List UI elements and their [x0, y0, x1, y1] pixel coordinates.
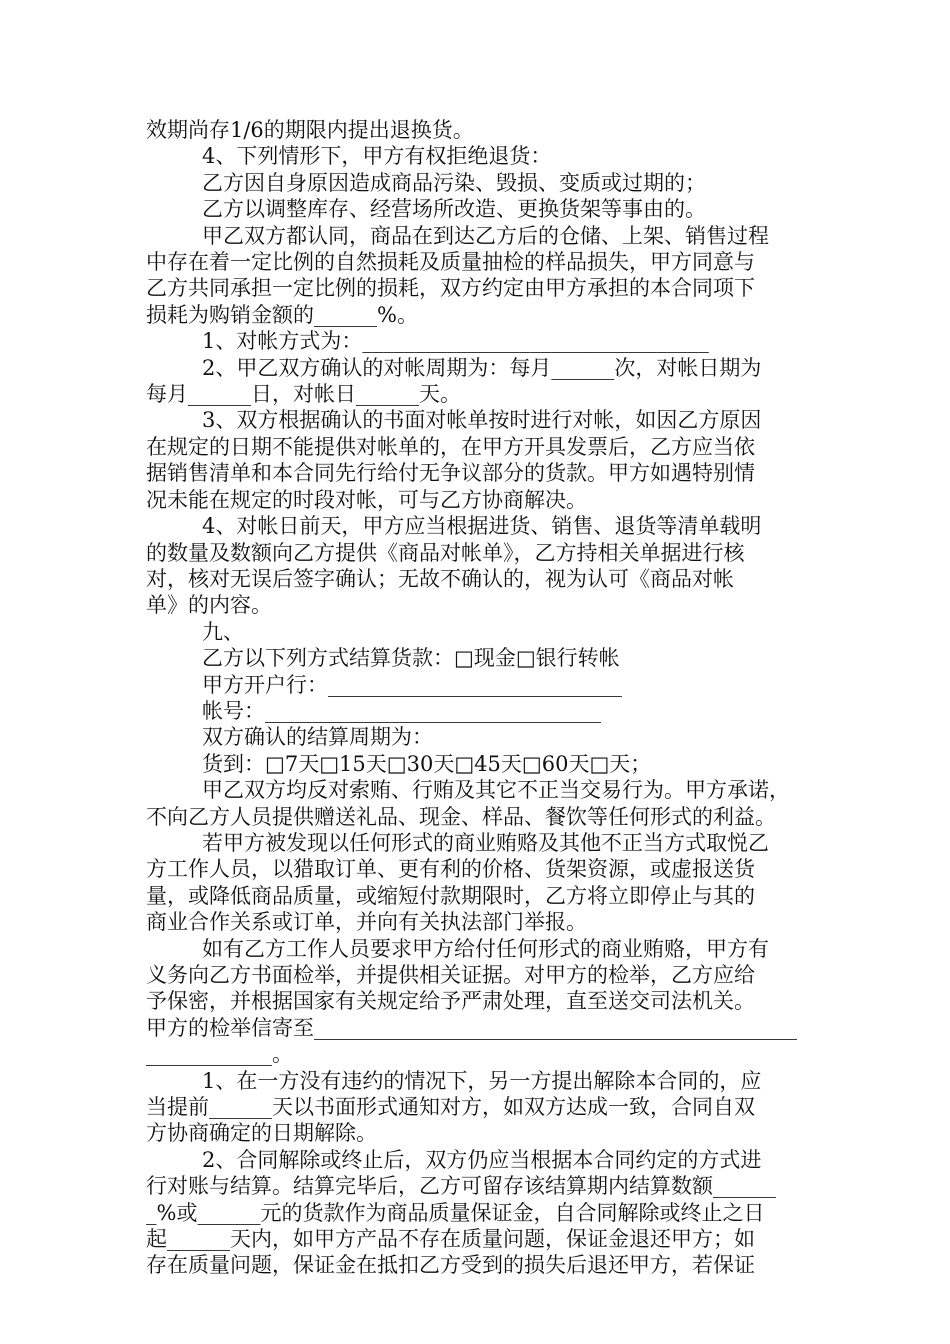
text-line: 对，核对无误后签字确认；无故不确认的，视为认可《商品对帐	[146, 566, 734, 591]
text-line: 单》的内容。	[146, 593, 272, 618]
text-line: 商业合作关系或订单，并向有关执法部门举报。	[146, 910, 587, 935]
text-line: 起______天内，如甲方产品不存在质量问题，保证金退还甲方；如	[146, 1227, 755, 1252]
text-line: ____________。	[146, 1042, 293, 1067]
text-line: 不向乙方人员提供赠送礼品、现金、样品、餐饮等任何形式的利益。	[146, 804, 776, 829]
document-body	[146, 117, 810, 1279]
text-line: 乙方共同承担一定比例的损耗，双方约定由甲方承担的本合同项下	[146, 276, 755, 301]
text-line: 甲乙双方都认同，商品在到达乙方后的仓储、上架、销售过程	[202, 223, 769, 248]
text-line: 乙方因自身原因造成商品污染、毁损、变质或过期的；	[202, 170, 706, 195]
text-line: 若甲方被发现以任何形式的商业贿赂及其他不正当方式取悦乙	[202, 830, 769, 855]
text-line: 义务向乙方书面检举，并提供相关证据。对甲方的检举，乙方应给	[146, 963, 755, 987]
text-line: 中存在着一定比例的自然损耗及质量抽检的样品损失，甲方同意与	[146, 250, 755, 275]
text-line: 方协商确定的日期解除。	[146, 1121, 377, 1146]
text-line: 如有乙方工作人员要求甲方给付任何形式的商业贿赂，甲方有	[202, 936, 769, 961]
text-line: 1、对帐方式为：_________________________________	[202, 329, 709, 354]
text-line: 货到：□7天□15天□30天□45天□60天□天；	[202, 751, 652, 776]
text-line: 乙方以调整库存、经营场所改造、更换货架等事由的。	[202, 197, 706, 222]
text-line: 2、合同解除或终止后，双方仍应当根据本合同约定的方式进	[202, 1147, 762, 1172]
text-line: 4、对帐日前天，甲方应当根据进货、销售、退货等清单载明	[202, 514, 762, 539]
text-line: 方工作人员，以猎取订单、更有利的价格、货架资源，或虚报送货	[146, 857, 755, 882]
text-line: 双方确认的结算周期为：	[202, 725, 433, 750]
text-line: 2、甲乙双方确认的对帐周期为：每月______次，对帐日期为	[202, 355, 762, 380]
text-line: 据销售清单和本合同先行给付无争议部分的货款。甲方如遇特别情	[146, 461, 755, 486]
text-line: 予保密，并根据国家有关规定给予严肃处理，直至送交司法机关。	[146, 989, 755, 1014]
text-line: 当提前______天以书面形式通知对方，如双方达成一致，合同自双	[146, 1095, 755, 1120]
text-line: 每月______日，对帐日______天。	[146, 382, 461, 407]
text-line: 乙方以下列方式结算货款：□现金□银行转帐	[202, 646, 620, 671]
text-line: 量，或降低商品质量，或缩短付款期限时，乙方将立即停止与其的	[146, 883, 755, 908]
text-line: 帐号：________________________________	[202, 698, 601, 723]
text-line: _%或______元的货款作为商品质量保证金，自合同解除或终止之日	[146, 1200, 765, 1225]
text-line: 3、双方根据确认的书面对帐单按时进行对帐，如因乙方原因	[202, 408, 762, 433]
text-line: 甲方的检举信寄至______________________________________________	[146, 1015, 797, 1040]
text-line: 甲乙双方均反对索贿、行贿及其它不正当交易行为。甲方承诺，	[202, 778, 790, 803]
text-line: 在规定的日期不能提供对帐单的，在甲方开具发票后，乙方应当依	[146, 434, 755, 459]
text-line: 行对账与结算。结算完毕后，乙方可留存该结算期内结算数额______	[146, 1174, 776, 1199]
text-line: 效期尚存1/6的期限内提出退换货。	[146, 118, 474, 142]
text-line: 存在质量问题，保证金在抵扣乙方受到的损失后退还甲方，若保证	[146, 1253, 755, 1278]
text-line: 况未能在规定的时段对帐，可与乙方协商解决。	[146, 487, 587, 512]
text-line: 九、	[202, 619, 244, 644]
text-line: 4、下列情形下，甲方有权拒绝退货：	[202, 144, 552, 169]
text-line: 的数量及数额向乙方提供《商品对帐单》，乙方持相关单据进行核	[146, 540, 745, 565]
text-line: 损耗为购销金额的______%。	[146, 302, 418, 327]
text-line: 1、在一方没有违约的情况下，另一方提出解除本合同的，应	[202, 1068, 762, 1093]
text-line: 甲方开户行：____________________________	[202, 672, 622, 697]
